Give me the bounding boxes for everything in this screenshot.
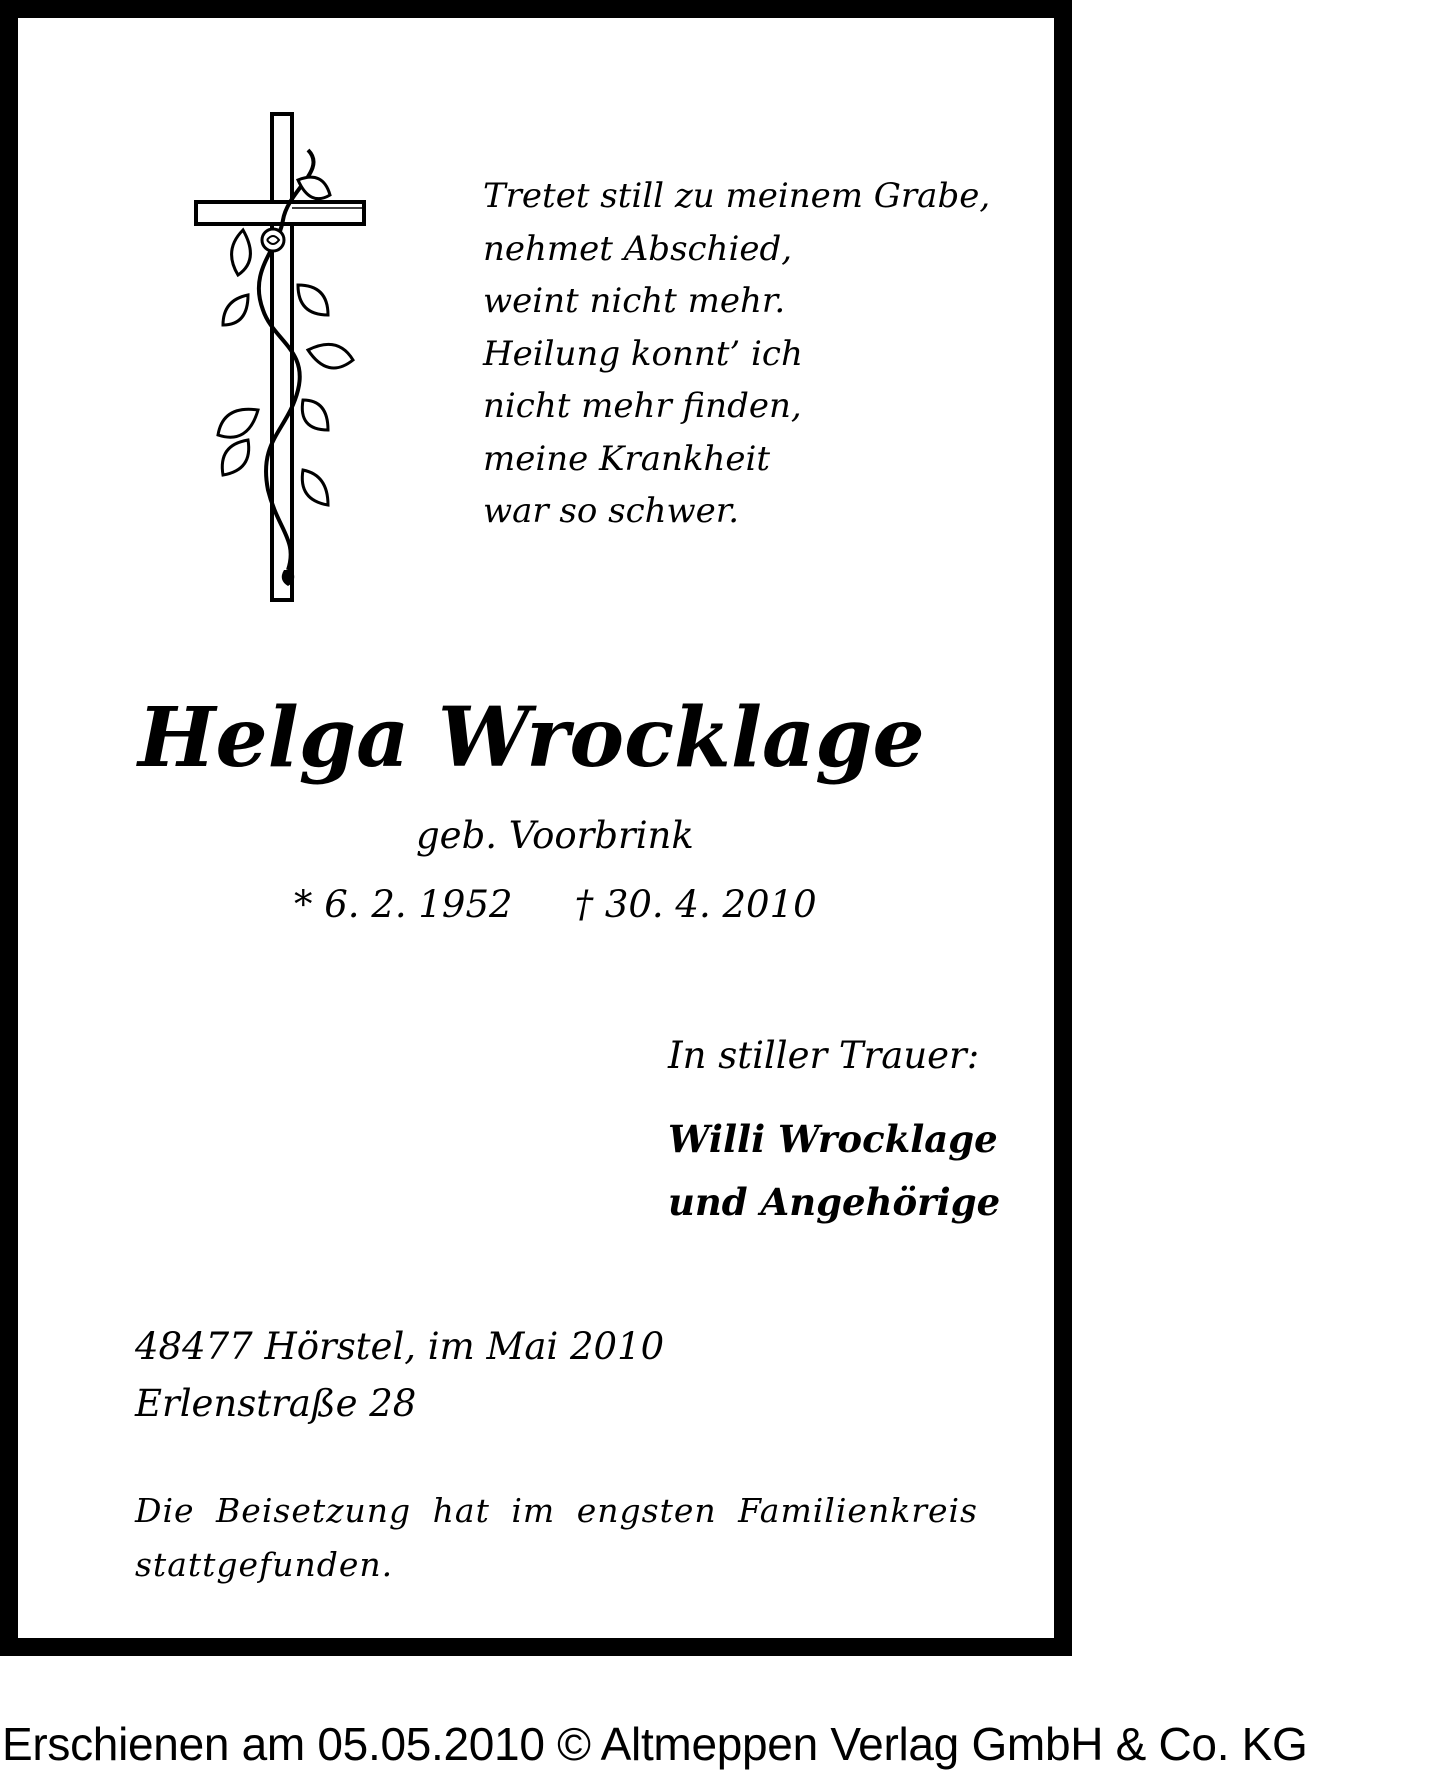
poem-line: Tretet still zu meinem Grabe, — [483, 176, 991, 216]
maiden-name: geb. Voorbrink — [416, 814, 694, 857]
poem-line: nicht mehr finden, — [483, 386, 802, 426]
poem-line: nehmet Abschied, — [483, 228, 793, 269]
cross-with-rose-icon — [188, 110, 378, 610]
publication-footer: Erschienen am 05.05.2010 © Altmeppen Verlag GmbH & Co. KG — [2, 1718, 1308, 1770]
address — [135, 1318, 664, 1432]
funeral-note: Die Beisetzung hat im engsten Familienkreis stattgefunden. — [135, 1491, 978, 1584]
mourners — [668, 1108, 1000, 1234]
address-line: Erlenstraße 28 — [135, 1382, 417, 1425]
poem-line: war so schwer. — [483, 491, 740, 531]
poem-line: meine Krankheit — [483, 438, 771, 479]
birth-date: * 6. 2. 1952 — [294, 883, 513, 926]
poem-line: weint nicht mehr. — [483, 281, 786, 321]
mourner-line: Willi Wrocklage — [668, 1117, 998, 1161]
life-dates — [294, 880, 817, 930]
deceased-name: Helga Wrocklage — [138, 690, 925, 786]
mourning-intro: In stiller Trauer: — [668, 1034, 980, 1077]
address-line: 48477 Hörstel, im Mai 2010 — [135, 1325, 665, 1368]
death-date: † 30. 4. 2010 — [574, 883, 817, 926]
poem-line: Heilung konnt’ ich — [483, 333, 803, 374]
mourner-line: und Angehörige — [668, 1180, 1001, 1224]
poem — [483, 170, 990, 538]
